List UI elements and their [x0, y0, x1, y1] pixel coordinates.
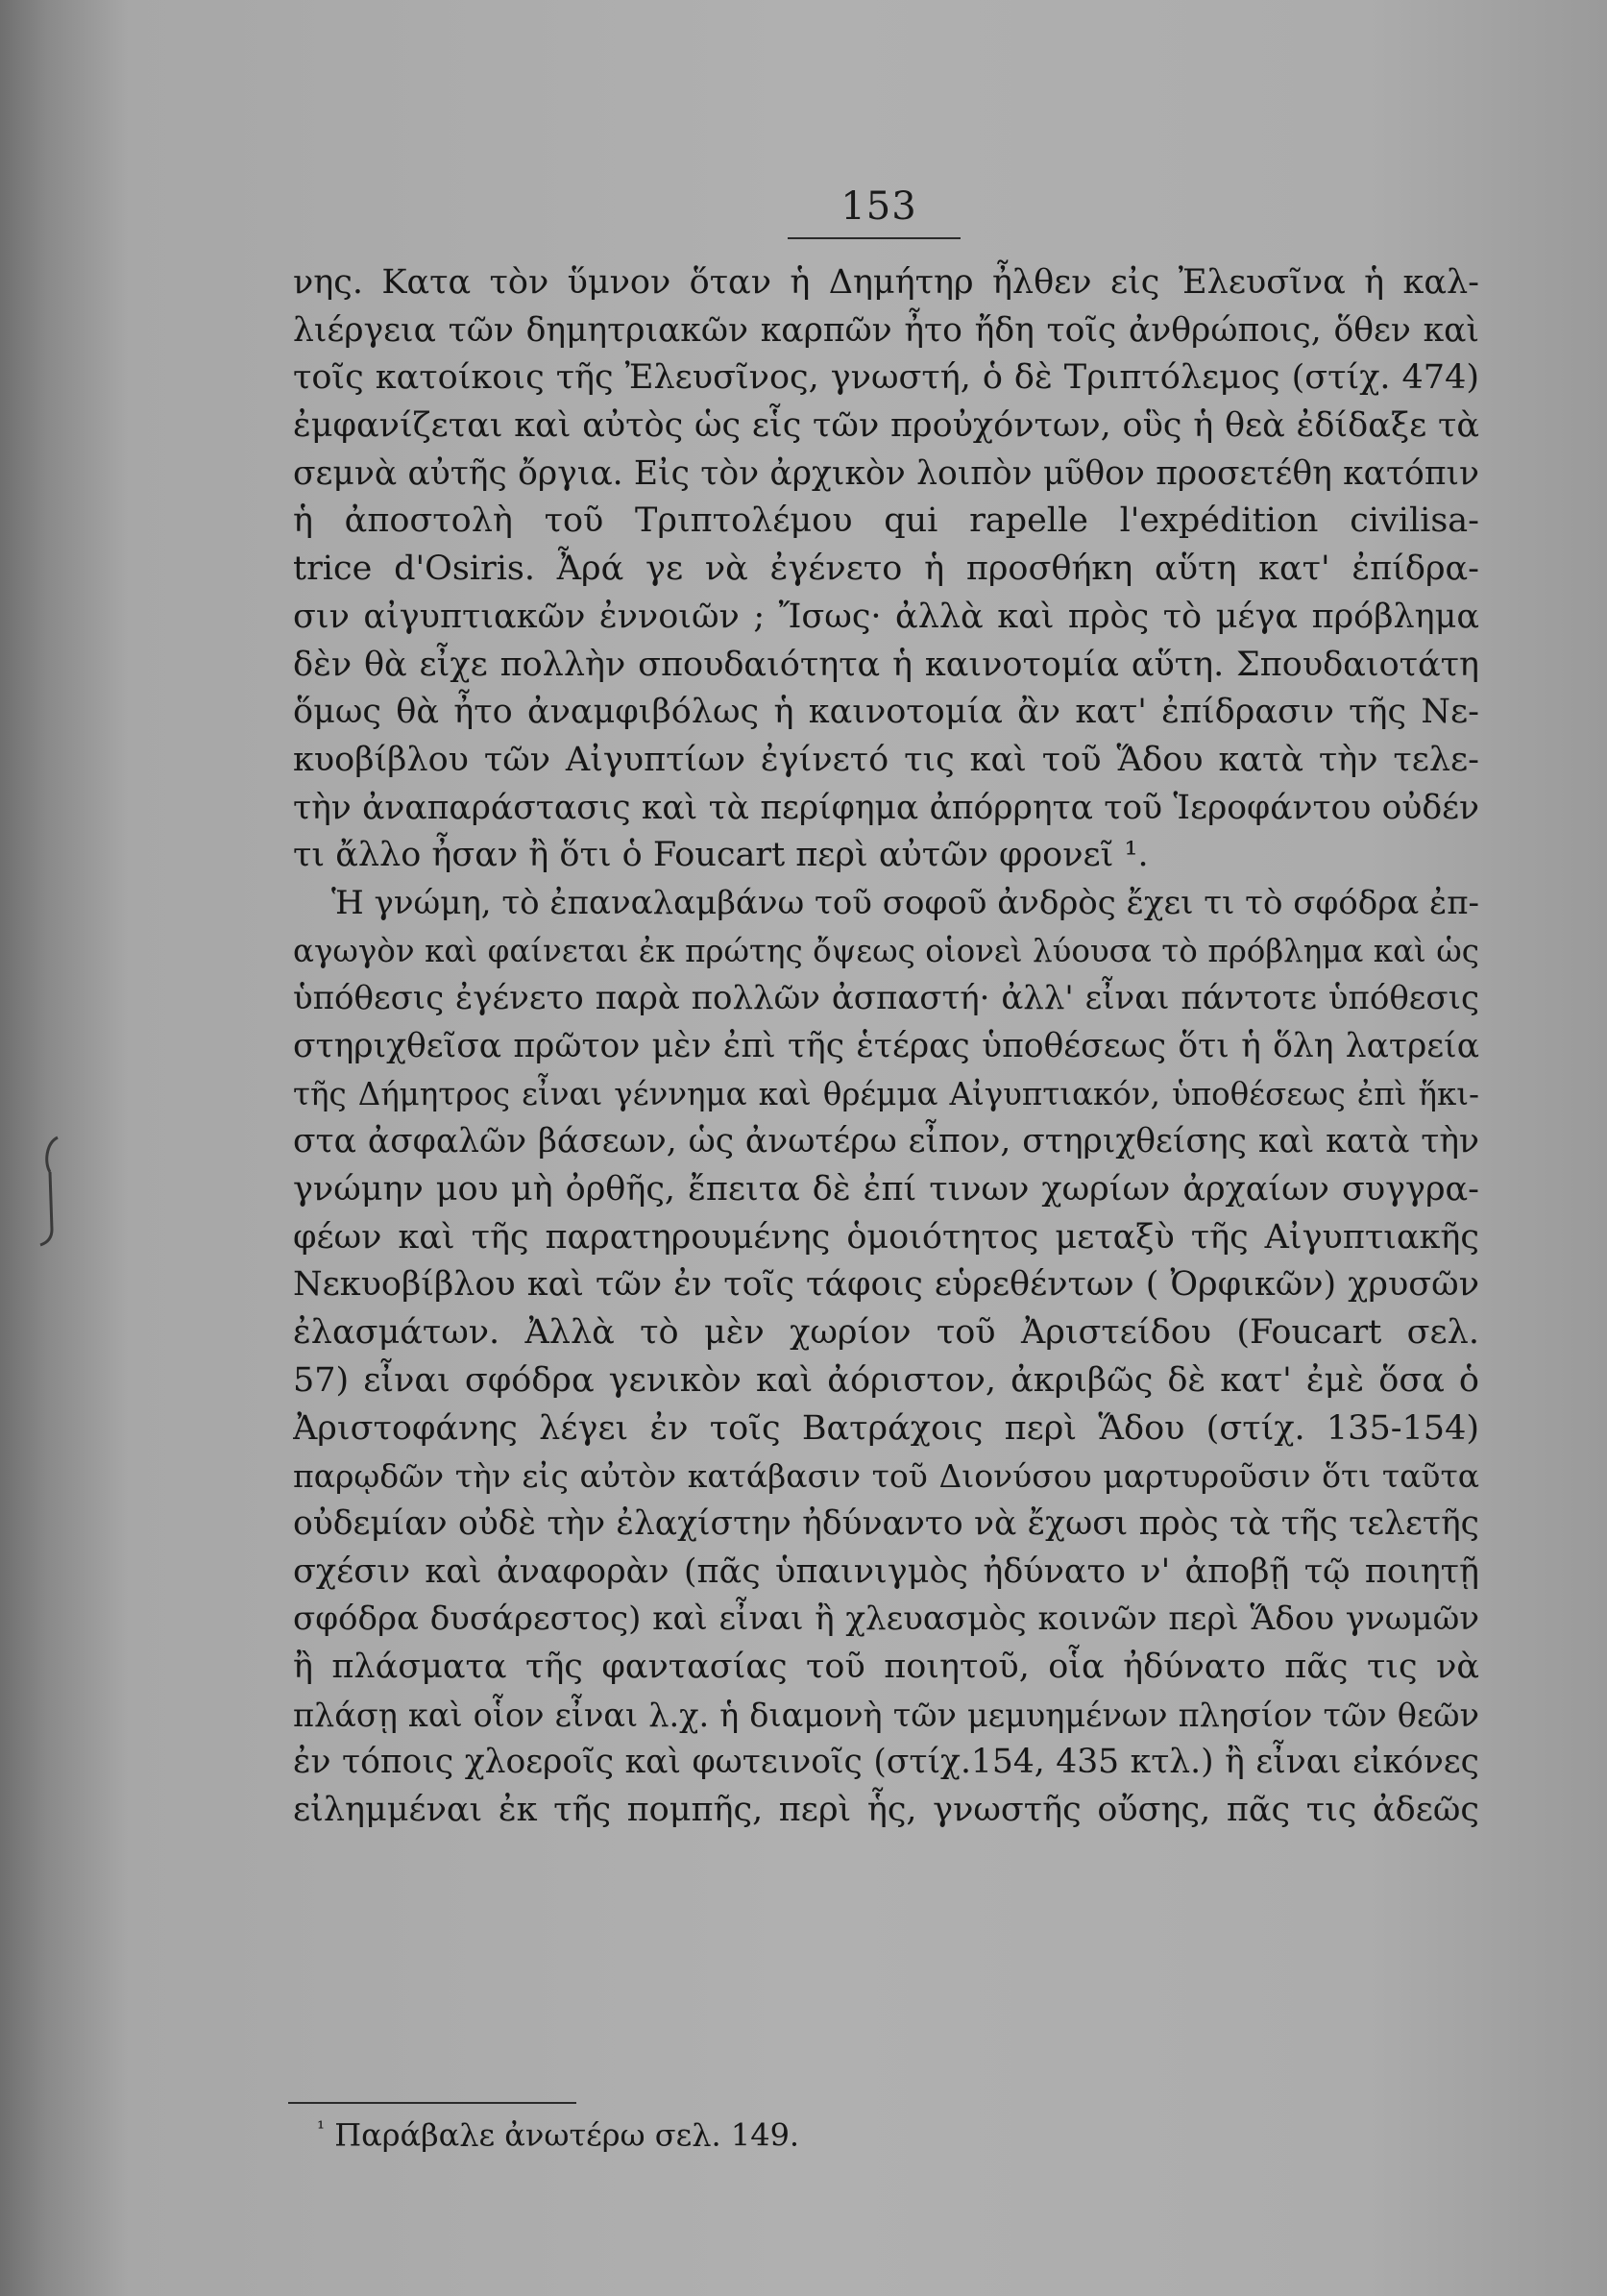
- text-line: νης. Κατα τὸν ὕμνον ὅταν ἡ Δημήτηρ ἦλθεν εἰς Ἐλευσῖνα ἡ καλ-: [293, 263, 1479, 302]
- text-line: σεμνὰ αὐτῆς ὄργια. Εἰς τὸν ἀρχικὸν λοιπὸν μῦθον προσετέθη κατόπιν: [293, 453, 1479, 493]
- text-line: στα ἀσφαλῶν βάσεων, ὡς ἀνωτέρω εἶπον, στηριχθείσης καὶ κατὰ τὴν: [293, 1122, 1479, 1161]
- text-line: ἐν τόποις χλοεροῖς καὶ φωτεινοῖς (στίχ.154, 435 κτλ.) ἢ εἶναι εἰκόνες: [293, 1743, 1479, 1782]
- text-line: τὴν ἀναπαράστασις καὶ τὰ περίφημα ἀπόρρητα τοῦ Ἱεροφάντου οὐδέν: [293, 788, 1479, 827]
- text-line: ἐλασμάτων. Ἀλλὰ τὸ μὲν χωρίον τοῦ Ἀριστείδου (Foucart σελ.: [293, 1313, 1479, 1353]
- text-line: οὐδεμίαν οὐδὲ τὴν ἐλαχίστην ἠδύναντο νὰ ἔχωσι πρὸς τὰ τῆς τελετῆς: [293, 1503, 1479, 1543]
- text-line: σφόδρα δυσάρεστος) καὶ εἶναι ἢ χλευασμὸς κοινῶν περὶ Ἅδου γνωμῶν: [293, 1600, 1479, 1639]
- text-line: ἢ πλάσματα τῆς φαντασίας τοῦ ποιητοῦ, οἷα ἠδύνατο πᾶς τις νὰ: [293, 1647, 1479, 1686]
- text-line: ἡ ἀποστολὴ τοῦ Τριπτολέμου qui rapelle l'expédition civilisa-: [293, 501, 1479, 541]
- text-line: δὲν θὰ εἶχε πολλὴν σπουδαιότητα ἡ καινοτομία αὕτη. Σπουδαιοτάτη: [293, 645, 1479, 684]
- text-line: ὑπόθεσις ἐγένετο παρὰ πολλῶν ἀσπαστή· ἀλλ' εἶναι πάντοτε ὑπόθεσις: [293, 979, 1479, 1018]
- text-line: πλάσῃ καὶ οἷον εἶναι λ.χ. ἡ διαμονὴ τῶν μεμυημένων πλησίον τῶν θεῶν: [293, 1696, 1479, 1734]
- text-line: γνώμην μου μὴ ὀρθῆς, ἔπειτα δὲ ἐπί τινων χωρίων ἀρχαίων συγγρα-: [293, 1170, 1479, 1209]
- footnote-rule: [288, 2102, 576, 2104]
- body-text: [293, 259, 1479, 1835]
- text-line: ἐμφανίζεται καὶ αὐτὸς ὡς εἷς τῶν προὐχόντων, οὓς ἡ θεὰ ἐδίδαξε τὰ: [293, 406, 1479, 446]
- text-line: 57) εἶναι σφόδρα γενικὸν καὶ ἀόριστον, ἀκριβῶς δὲ κατ' ἐμὲ ὅσα ὁ: [293, 1360, 1479, 1400]
- text-line: σχέσιν καὶ ἀναφορὰν (πᾶς ὑπαινιγμὸς ἠδύνατο ν' ἀποβῇ τῷ ποιητῇ: [293, 1551, 1479, 1591]
- footnote-text: Παράβαλε ἀνωτέρω σελ. 149.: [334, 2116, 800, 2154]
- margin-bracket-mark: [37, 1134, 69, 1249]
- text-line: κυοβίβλου τῶν Αἰγυπτίων ἐγίνετό τις καὶ τοῦ Ἅδου κατὰ τὴν τελε-: [293, 740, 1479, 779]
- text-line: εἰλημμέναι ἐκ τῆς πομπῆς, περὶ ἧς, γνωστῆς οὔσης, πᾶς τις ἀδεῶς: [293, 1791, 1479, 1829]
- page-number: 153: [840, 184, 917, 229]
- text-line: trice d'Osiris. Ἆρά γε νὰ ἐγένετο ἡ προσθήκη αὕτη κατ' ἐπίδρα-: [293, 550, 1479, 589]
- text-line: Νεκυοβίβλου καὶ τῶν ἐν τοῖς τάφοις εὑρεθέντων ( Ὀρφικῶν) χρυσῶν: [293, 1265, 1479, 1305]
- text-line: τῆς Δήμητρος εἶναι γέννημα καὶ θρέμμα Αἰγυπτιακόν, ὑποθέσεως ἐπὶ ἥκι-: [293, 1075, 1479, 1112]
- text-line: σιν αἰγυπτιακῶν ἐννοιῶν ; Ἴσως· ἀλλὰ καὶ πρὸς τὸ μέγα πρόβλημα: [293, 597, 1479, 636]
- text-line: αγωγὸν καὶ φαίνεται ἐκ πρώτης ὄψεως οἱονεὶ λύουσα τὸ πρόβλημα καὶ ὡς: [293, 932, 1479, 969]
- footnote: [317, 2116, 799, 2154]
- text-line: τοῖς κατοίκοις τῆς Ἐλευσῖνος, γνωστή, ὁ δὲ Τριπτόλεμος (στίχ. 474): [293, 358, 1479, 398]
- text-line: παρῳδῶν τὴν εἰς αὐτὸν κατάβασιν τοῦ Διονύσου μαρτυροῦσιν ὅτι ταῦτα: [293, 1457, 1479, 1496]
- text-line: λιέργεια τῶν δημητριακῶν καρπῶν ἦτο ἤδη τοῖς ἀνθρώποις, ὅθεν καὶ: [293, 310, 1479, 350]
- text-line: ὅμως θὰ ἦτο ἀναμφιβόλως ἡ καινοτομία ἂν κατ' ἐπίδρασιν τῆς Νε-: [293, 693, 1479, 732]
- text-line: φέων καὶ τῆς παρατηρουμένης ὁμοιότητος μεταξὺ τῆς Αἰγυπτιακῆς: [293, 1217, 1479, 1257]
- text-line: στηριχθεῖσα πρῶτον μὲν ἐπὶ τῆς ἑτέρας ὑποθέσεως ὅτι ἡ ὅλη λατρεία: [293, 1027, 1479, 1065]
- page-number-rule: [788, 237, 961, 239]
- text-line-paragraph-start: Ἡ γνώμη, τὸ ἐπαναλαμβάνω τοῦ σοφοῦ ἀνδρὸς ἔχει τι τὸ σφόδρα ἐπ-: [331, 883, 1479, 922]
- text-line: Ἀριστοφάνης λέγει ἐν τοῖς Βατράχοις περὶ Ἅδου (στίχ. 135-154): [293, 1408, 1479, 1448]
- footnote-marker: ¹: [317, 2116, 326, 2139]
- text-line-paragraph-end: τι ἄλλο ἦσαν ἢ ὅτι ὁ Foucart περὶ αὐτῶν φρονεῖ ¹.: [293, 836, 1149, 875]
